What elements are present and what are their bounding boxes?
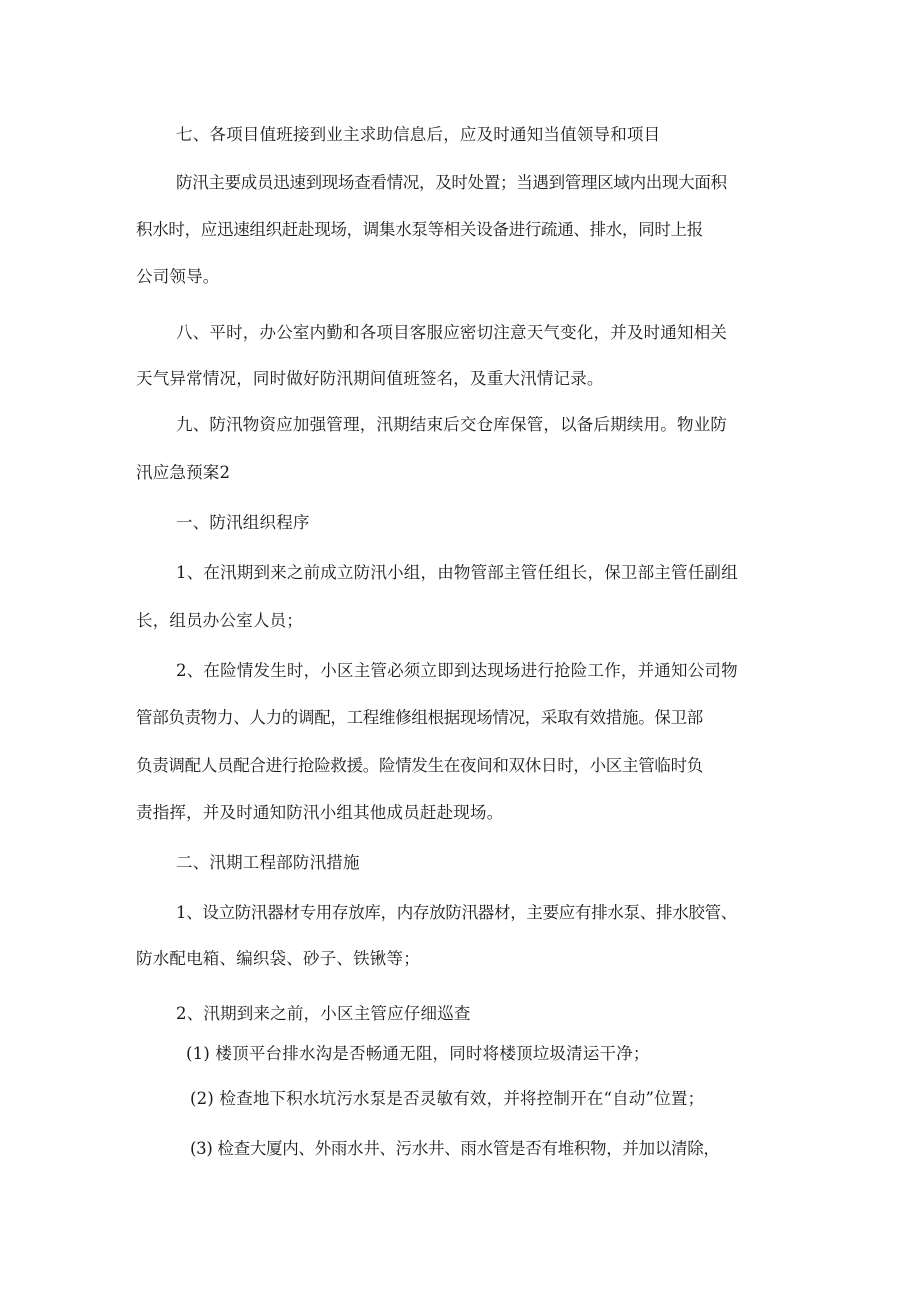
paragraph-nine-line-1: 九、防汛物资应加强管理，汛期结束后交仓库保管，以备后期续用。物业防	[176, 415, 728, 434]
section-one-heading: 一、防汛组织程序	[176, 513, 310, 532]
paragraph-eight-line-1: 八、平时，办公室内勤和各项目客服应密切注意天气变化，并及时通知相关	[176, 323, 728, 342]
check-item-1: (1) 楼顶平台排水沟是否畅通无阻，同时将楼顶垃圾清运干净；	[186, 1044, 650, 1063]
item-2-line-4: 责指挥，并及时通知防汛小组其他成员赶赴现场。	[136, 803, 504, 822]
paragraph-seven-line-1: 七、各项目值班接到业主求助信息后，应及时通知当值领导和项目	[176, 125, 661, 144]
measure-1-line-1: 1、设立防汛器材专用存放库，内存放防汛器材，主要应有排水泵、排水胶管、	[176, 903, 737, 922]
paragraph-seven-line-2: 防汛主要成员迅速到现场查看情况，及时处置；当遇到管理区域内出现大面积	[176, 173, 727, 192]
check-item-2: (2) 检查地下积水坑污水泵是否灵敏有效，并将控制开在“自动”位置；	[190, 1089, 705, 1108]
paragraph-seven-line-3: 积水时，应迅速组织赶赴现场，调集水泵等相关设备进行疏通、排水，同时上报	[136, 220, 704, 239]
paragraph-seven-line-4: 公司领导。	[136, 267, 220, 286]
paragraph-nine-line-2: 汛应急预案2	[136, 463, 231, 482]
section-two-heading: 二、汛期工程部防汛措施	[176, 853, 360, 872]
item-2-line-2: 管部负责物力、人力的调配，工程维修组根据现场情况，采取有效措施。保卫部	[136, 708, 704, 727]
measure-2-line-1: 2、汛期到来之前，小区主管应仔细巡查	[176, 1004, 471, 1023]
check-item-3: (3) 检查大厦内、外雨水井、污水井、雨水管是否有堆积物，并加以清除，	[190, 1139, 720, 1158]
item-2-line-3: 负责调配人员配合进行抢险救援。险情发生在夜间和双休日时，小区主管临时负	[136, 756, 704, 775]
item-1-line-1: 1、在汛期到来之前成立防汛小组，由物管部主管任组长，保卫部主管任副组	[176, 563, 738, 582]
measure-1-line-2: 防水配电箱、编织袋、砂子、铁锹等；	[136, 949, 420, 968]
paragraph-eight-line-2: 天气异常情况，同时做好防汛期间值班签名，及重大汛情记录。	[136, 369, 604, 388]
item-2-line-1: 2、在险情发生时，小区主管必须立即到达现场进行抢险工作，并通知公司物	[176, 661, 738, 680]
item-1-line-2: 长，组员办公室人员；	[136, 611, 303, 630]
